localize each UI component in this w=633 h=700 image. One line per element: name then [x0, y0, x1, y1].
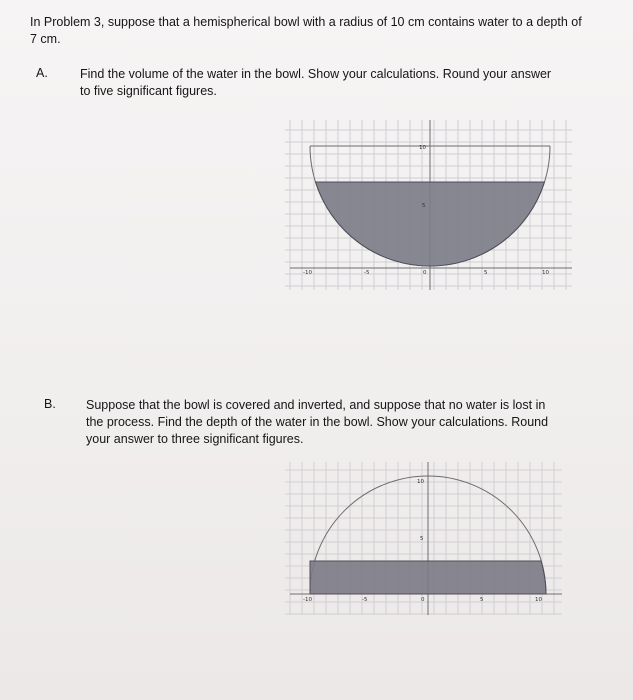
figure2-xtick-0: 0 [421, 597, 425, 603]
figure1-xtick-neg5: -5 [364, 270, 370, 276]
part-b-label: B. [44, 397, 56, 411]
figure1-ytick-10: 10 [419, 145, 426, 151]
figure2-xtick-neg10: -10 [303, 597, 312, 603]
part-a-text: Find the volume of the water in the bowl. Show your calculations. Round your answer to five significant figures. [80, 67, 552, 98]
figure2-xtick-5: 5 [480, 597, 484, 603]
figure2-xtick-neg5: -5 [362, 597, 368, 603]
problem-intro: In Problem 3, suppose that a hemispherical bowl with a radius of 10 cm contains water to a depth of 7 cm. [30, 15, 582, 46]
part-a-label: A. [36, 66, 48, 80]
figure1-xtick-0: 0 [423, 270, 427, 276]
figure2-ytick-5: 5 [420, 536, 424, 542]
figure1-xtick-neg10: -10 [303, 270, 312, 276]
figure2-ytick-10: 10 [417, 479, 424, 485]
figure1-ytick-5: 5 [422, 203, 426, 209]
figure1-xtick-10: 10 [542, 270, 549, 276]
figure2-water [310, 561, 546, 594]
figure2-xtick-10: 10 [535, 597, 542, 603]
part-b-text: Suppose that the bowl is covered and inverted, and suppose that no water is lost in the process. Find the depth of the water in the bowl. Show your calculations. Round your answer to three significant figures. [86, 398, 549, 446]
figure1-xtick-5: 5 [484, 270, 488, 276]
